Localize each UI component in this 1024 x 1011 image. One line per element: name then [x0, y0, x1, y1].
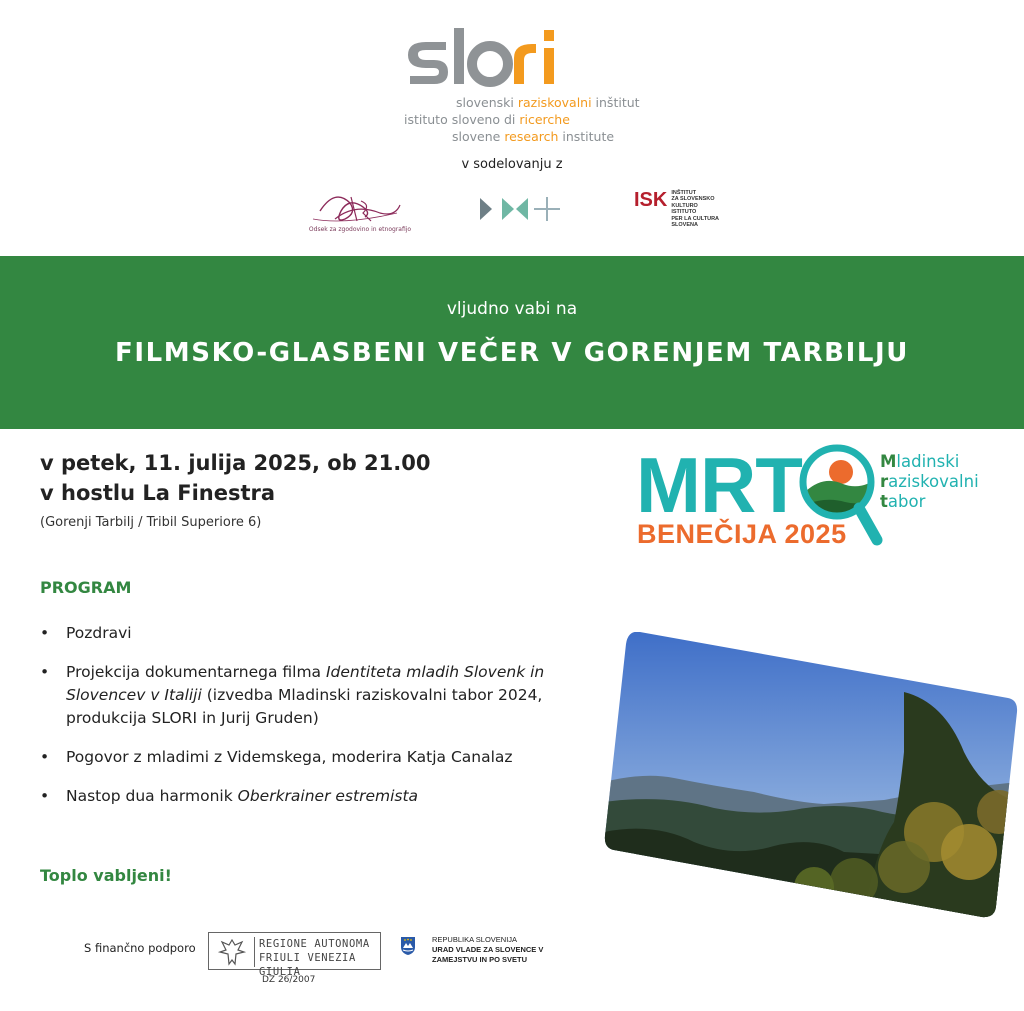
institute-line-sl: slovenski raziskovalni inštitut: [456, 95, 640, 110]
program-item-text: Nastop dua harmonik: [66, 787, 238, 805]
program-item-title: Oberkrainer estremista: [237, 787, 419, 805]
eagle-icon: [217, 936, 247, 968]
program-item-text: Pogovor z mladimi z Videmskega, moderira Katja Canalaz: [66, 748, 513, 766]
landscape-photo: [604, 632, 1018, 918]
event-title: FILMSKO-GLASBENI VEČER V GORENJEM TARBILJU: [115, 338, 909, 368]
mrt-word-1: Mladinski: [880, 452, 960, 471]
slovenian-government-office: REPUBLIKA SLOVENIJA URAD VLADE ZA SLOVENCE V ZAMEJSTVU IN PO SVETU: [432, 935, 544, 964]
program-item: [40, 746, 560, 769]
fvg-region-logo: [208, 932, 381, 978]
event-venue: v hostlu La Finestra: [40, 481, 276, 505]
institute-line-en: slovene research institute: [452, 129, 615, 144]
program-item-text: Pozdravi: [66, 624, 132, 642]
institute-line-it: istituto sloveno di ricerche: [404, 112, 570, 127]
slovenia-coat-of-arms-icon: [400, 936, 416, 956]
program-item-text: Projekcija dokumentarnega filma: [66, 663, 326, 681]
closing-text: Toplo vabljeni!: [40, 866, 172, 885]
isk-abbr: ISK: [634, 189, 668, 211]
mrt-logo-words: [880, 452, 979, 512]
bullet: •: [40, 748, 50, 766]
isk-name: INŠTITUT ZA SLOVENSKO KULTURO ISTITUTO PER LA CULTURA SLOVENA: [671, 190, 720, 229]
fvg-name: REGIONE AUTONOMA FRIULI VENEZIA GIULIA: [259, 938, 370, 978]
bullet: •: [40, 787, 50, 805]
collaboration-label: v sodelovanju z: [461, 157, 563, 172]
institute-name: [404, 94, 644, 145]
invitation-text: vljudno vabi na: [446, 299, 578, 319]
law-reference: DZ 26/2007: [262, 975, 316, 985]
event-address: (Gorenji Tarbilj / Tribil Superiore 6): [40, 515, 262, 530]
program-list: [40, 622, 560, 824]
program-item-text: (izvedba Mladinski raziskovalni tabor 2024, produkcija SLORI in Jurij Gruden): [66, 686, 543, 727]
program-item: [40, 661, 560, 730]
fvg-separator: [254, 937, 255, 967]
mrt-word-2: raziskovalni: [880, 472, 979, 491]
mrt-logo-year: BENEČIJA 2025: [637, 519, 847, 549]
bullet: •: [40, 663, 50, 681]
program-heading: PROGRAM: [40, 578, 132, 597]
financial-support-label: S finančno podporo: [84, 941, 196, 955]
bullet: •: [40, 624, 50, 642]
isk-logo: [634, 190, 731, 228]
ozi-caption: Odsek za zgodovino in etnografijo: [308, 226, 412, 233]
program-item-title: Identiteta mladih Slovenk in Slovencev v Italiji: [66, 663, 545, 704]
mrt-word-3: tabor: [880, 492, 926, 511]
slori-logo: [404, 22, 564, 92]
event-date: v petek, 11. julija 2025, ob 21.00: [40, 451, 431, 475]
mrt-logo-letters: MRT: [636, 441, 802, 529]
partner-arrows-logo: [476, 194, 566, 224]
program-item: [40, 622, 560, 645]
program-item: [40, 785, 560, 808]
